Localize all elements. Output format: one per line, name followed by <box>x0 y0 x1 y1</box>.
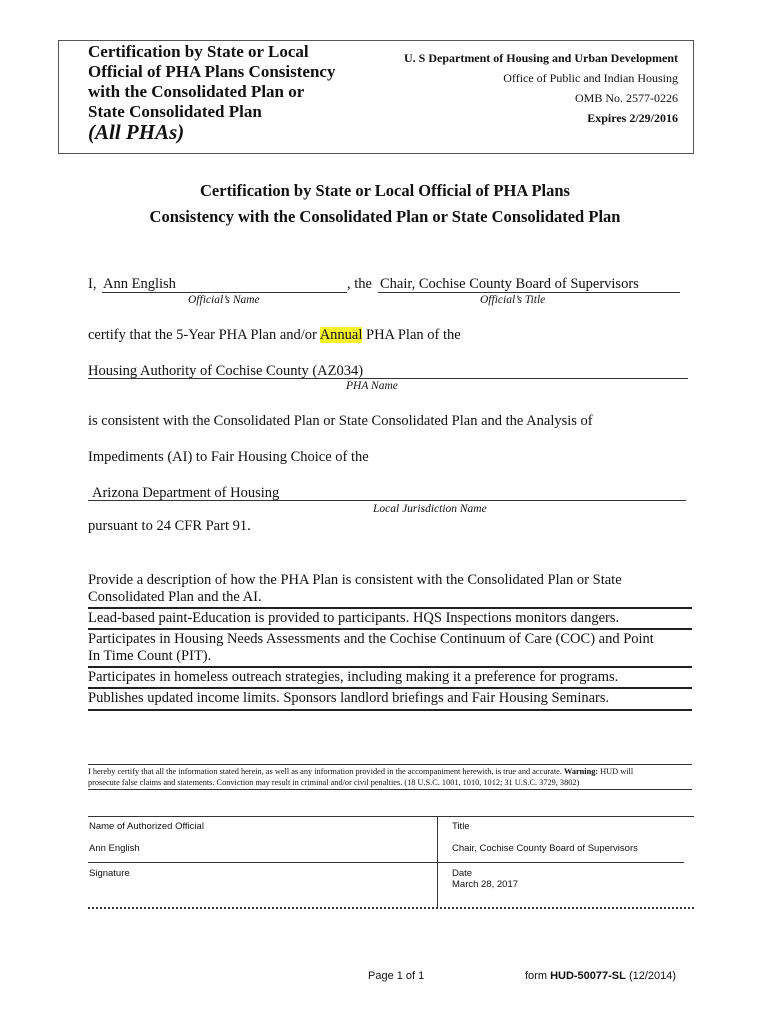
certify-statement <box>88 327 461 344</box>
header-title-line: Certification by State or Local <box>88 42 309 61</box>
signature-table-bottom-rule <box>88 907 694 909</box>
annual-highlight: Annual <box>319 327 363 343</box>
expiration-date: Expires 2/29/2016 <box>587 111 678 125</box>
form-header-title <box>88 42 388 122</box>
date-value[interactable]: March 28, 2017 <box>452 879 519 890</box>
jurisdiction-name-field[interactable]: Arizona Department of Housing <box>92 485 280 501</box>
description-rule <box>88 607 692 609</box>
omb-number: OMB No. 2577-0226 <box>574 91 678 105</box>
signature-table-top-rule <box>88 816 694 817</box>
title-line: Certification by State or Local Official of PHA Plans <box>200 181 570 200</box>
description-rule <box>88 687 692 689</box>
form-prefix: form <box>525 970 547 982</box>
title-label: Title <box>452 821 470 832</box>
official-name-field[interactable]: Ann English <box>103 276 176 292</box>
description-entry[interactable]: In Time Count (PIT). <box>88 648 212 664</box>
signature-table-mid-rule <box>88 862 684 863</box>
certification-statement: I hereby certify that all the information stated herein, as well as any information provided in the accompaniment herewith, is true and accurate. <box>88 767 562 776</box>
certification-note-bottom-rule <box>88 789 692 790</box>
consistency-text-line1: is consistent with the Consolidated Plan or State Consolidated Plan and the Analysis of <box>88 413 593 429</box>
official-title-underline <box>378 292 680 293</box>
certification-note-top-rule <box>88 764 692 765</box>
certify-text-before: certify that the 5-Year PHA Plan and/or <box>88 327 317 343</box>
page-title <box>0 178 770 230</box>
title-line: Consistency with the Consolidated Plan or State Consolidated Plan <box>149 207 621 226</box>
official-separator: , the <box>347 276 372 292</box>
certification-note <box>88 766 688 788</box>
authorized-official-label: Name of Authorized Official <box>89 821 204 832</box>
header-subtitle: (All PHAs) <box>88 120 185 144</box>
page-number: Page 1 of 1 <box>368 970 425 982</box>
official-title-value[interactable]: Chair, Cochise County Board of Supervisors <box>452 843 638 854</box>
description-entry[interactable]: Lead-based paint-Education is provided to participants. HQS Inspections monitors dangers. <box>88 610 620 626</box>
office-name: Office of Public and Indian Housing <box>503 71 678 85</box>
form-date: (12/2014) <box>628 970 677 982</box>
warning-label: Warning: <box>563 767 599 776</box>
signature-label: Signature <box>89 868 130 879</box>
certification-note-line1 <box>88 766 688 777</box>
form-number <box>525 970 676 982</box>
certify-text-after: PHA Plan of the <box>366 327 461 343</box>
form-id: HUD-50077-SL <box>550 970 626 982</box>
description-entry[interactable]: Publishes updated income limits. Sponsors landlord briefings and Fair Housing Seminars. <box>88 690 610 706</box>
pha-name-caption: PHA Name <box>346 380 398 392</box>
description-rule <box>88 666 692 668</box>
date-label: Date <box>452 868 473 879</box>
description-rule <box>88 709 692 711</box>
header-title-line: with the Consolidated Plan or <box>88 82 305 101</box>
description-prompt-line1: Provide a description of how the PHA Plan is consistent with the Consolidated Plan or State <box>88 572 622 588</box>
official-title-field[interactable]: Chair, Cochise County Board of Supervisors <box>380 276 639 292</box>
pha-name-underline <box>88 378 688 379</box>
description-prompt-line2: Consolidated Plan and the AI. <box>88 589 262 605</box>
agency-block <box>404 48 678 128</box>
consistency-text-line2: Impediments (AI) to Fair Housing Choice of the <box>88 449 369 465</box>
header-title-line: State Consolidated Plan <box>88 102 262 121</box>
description-entry[interactable]: Participates in homeless outreach strategies, including making it a preference for programs. <box>88 669 619 685</box>
pursuant-text: pursuant to 24 CFR Part 91. <box>88 518 251 534</box>
official-prefix: I, <box>88 276 97 292</box>
warning-text: HUD will <box>600 767 634 776</box>
agency-name: U. S Department of Housing and Urban Development <box>403 51 678 65</box>
official-name-underline <box>102 292 347 293</box>
authorized-official-name[interactable]: Ann English <box>89 843 140 854</box>
description-entry[interactable]: Participates in Housing Needs Assessments and the Cochise Continuum of Care (COC) and Point <box>88 631 654 647</box>
jurisdiction-caption: Local Jurisdiction Name <box>373 503 487 515</box>
official-name-caption: Official’s Name <box>188 294 260 306</box>
pha-name-field[interactable]: Housing Authority of Cochise County (AZ034) <box>88 363 364 379</box>
jurisdiction-underline <box>88 500 686 501</box>
description-rule <box>88 628 692 630</box>
official-title-caption: Official’s Title <box>480 294 546 306</box>
header-title-line: Official of PHA Plans Consistency <box>88 62 336 81</box>
certification-note-line2: prosecute false claims and statements. Conviction may result in criminal and/or civil penalties. (18 U.S.C. 1001, 1010, 1012; 31 U.S.C. 3729, 3802) <box>88 778 580 787</box>
